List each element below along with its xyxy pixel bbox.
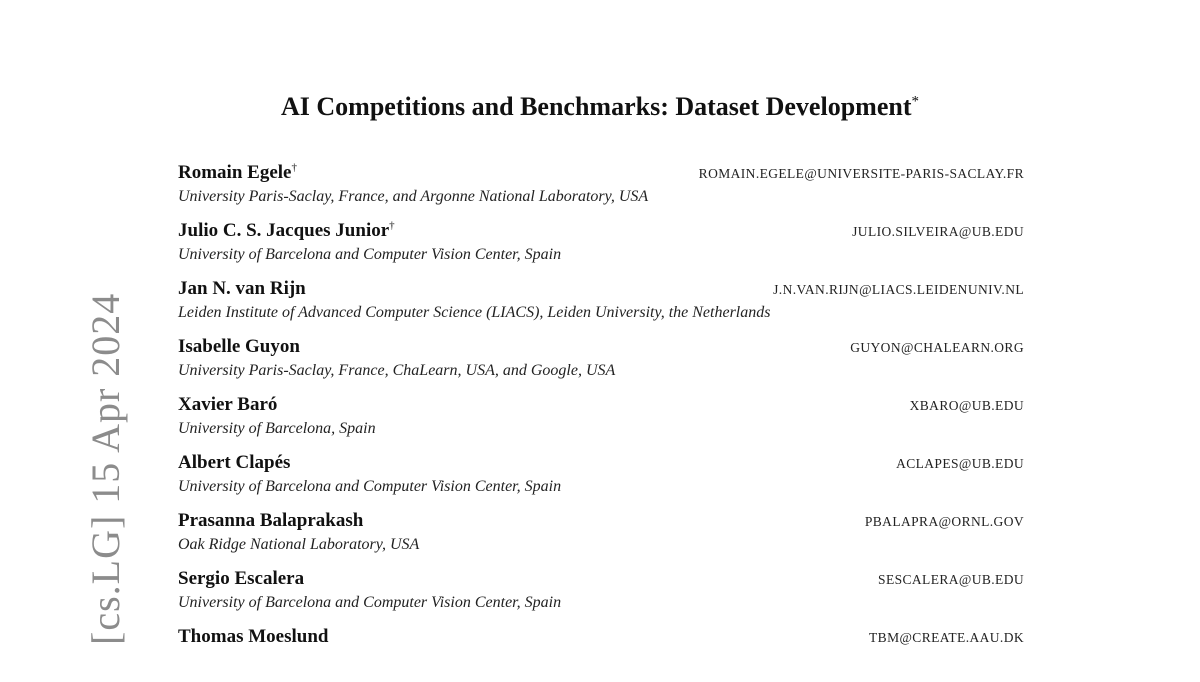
author-affiliation: University of Barcelona, Spain	[178, 420, 376, 437]
author-email[interactable]: JULIO.SILVEIRA@UB.EDU	[852, 224, 1024, 239]
author-footnote-mark: †	[291, 161, 297, 174]
author-name: Albert Clapés	[178, 452, 291, 473]
author-email[interactable]: J.N.VAN.RIJN@LIACS.LEIDENUNIV.NL	[773, 282, 1024, 297]
author-affiliation: University of Barcelona and Computer Vision Center, Spain	[178, 246, 562, 263]
author-email[interactable]: XBARO@UB.EDU	[909, 398, 1024, 413]
author-block	[178, 566, 1024, 624]
author-email[interactable]: ACLAPES@UB.EDU	[896, 456, 1024, 471]
author-email[interactable]: ROMAIN.EGELE@UNIVERSITE-PARIS-SACLAY.FR	[698, 166, 1024, 181]
arxiv-side-stamp	[28, 292, 128, 645]
author-affiliation: Leiden Institute of Advanced Computer Science (LIACS), Leiden University, the Netherlands	[178, 304, 771, 321]
author-affiliation: University of Barcelona and Computer Vision Center, Spain	[178, 594, 562, 611]
author-name: Jan N. van Rijn	[178, 278, 306, 299]
author-block	[178, 276, 1024, 334]
author-affiliation: University Paris-Saclay, France, ChaLearn, USA, and Google, USA	[178, 362, 616, 379]
author-name: Isabelle Guyon	[178, 336, 300, 357]
author-block	[178, 160, 1024, 218]
author-block	[178, 218, 1024, 276]
author-name: Thomas Moeslund	[178, 626, 329, 647]
author-affiliation: University of Barcelona and Computer Vision Center, Spain	[178, 478, 562, 495]
author-email[interactable]: TBM@CREATE.AAU.DK	[869, 630, 1024, 645]
author-block	[178, 450, 1024, 508]
author-block	[178, 508, 1024, 566]
title-footnote-mark: *	[911, 93, 919, 110]
author-block	[178, 624, 1024, 682]
paper-title-text: AI Competitions and Benchmarks: Dataset Development	[281, 92, 912, 121]
author-affiliation: University Paris-Saclay, France, and Argonne National Laboratory, USA	[178, 188, 649, 205]
author-email[interactable]: GUYON@CHALEARN.ORG	[850, 340, 1024, 355]
author-email[interactable]: SESCALERA@UB.EDU	[878, 572, 1024, 587]
author-affiliation: Oak Ridge National Laboratory, USA	[178, 536, 420, 553]
author-block	[178, 334, 1024, 392]
author-name: Sergio Escalera	[178, 568, 305, 589]
arxiv-stamp-text: [cs.LG] 15 Apr 2024	[83, 292, 128, 645]
author-email[interactable]: PBALAPRA@ORNL.GOV	[864, 514, 1024, 529]
author-name: Romain Egele†	[178, 161, 297, 183]
author-name: Prasanna Balaprakash	[178, 510, 364, 531]
author-name: Julio C. S. Jacques Junior†	[178, 219, 395, 241]
author-name: Xavier Baró	[178, 394, 278, 415]
author-list	[178, 160, 1024, 682]
author-block	[178, 392, 1024, 450]
paper-title	[0, 88, 1200, 126]
author-footnote-mark: †	[389, 219, 395, 232]
